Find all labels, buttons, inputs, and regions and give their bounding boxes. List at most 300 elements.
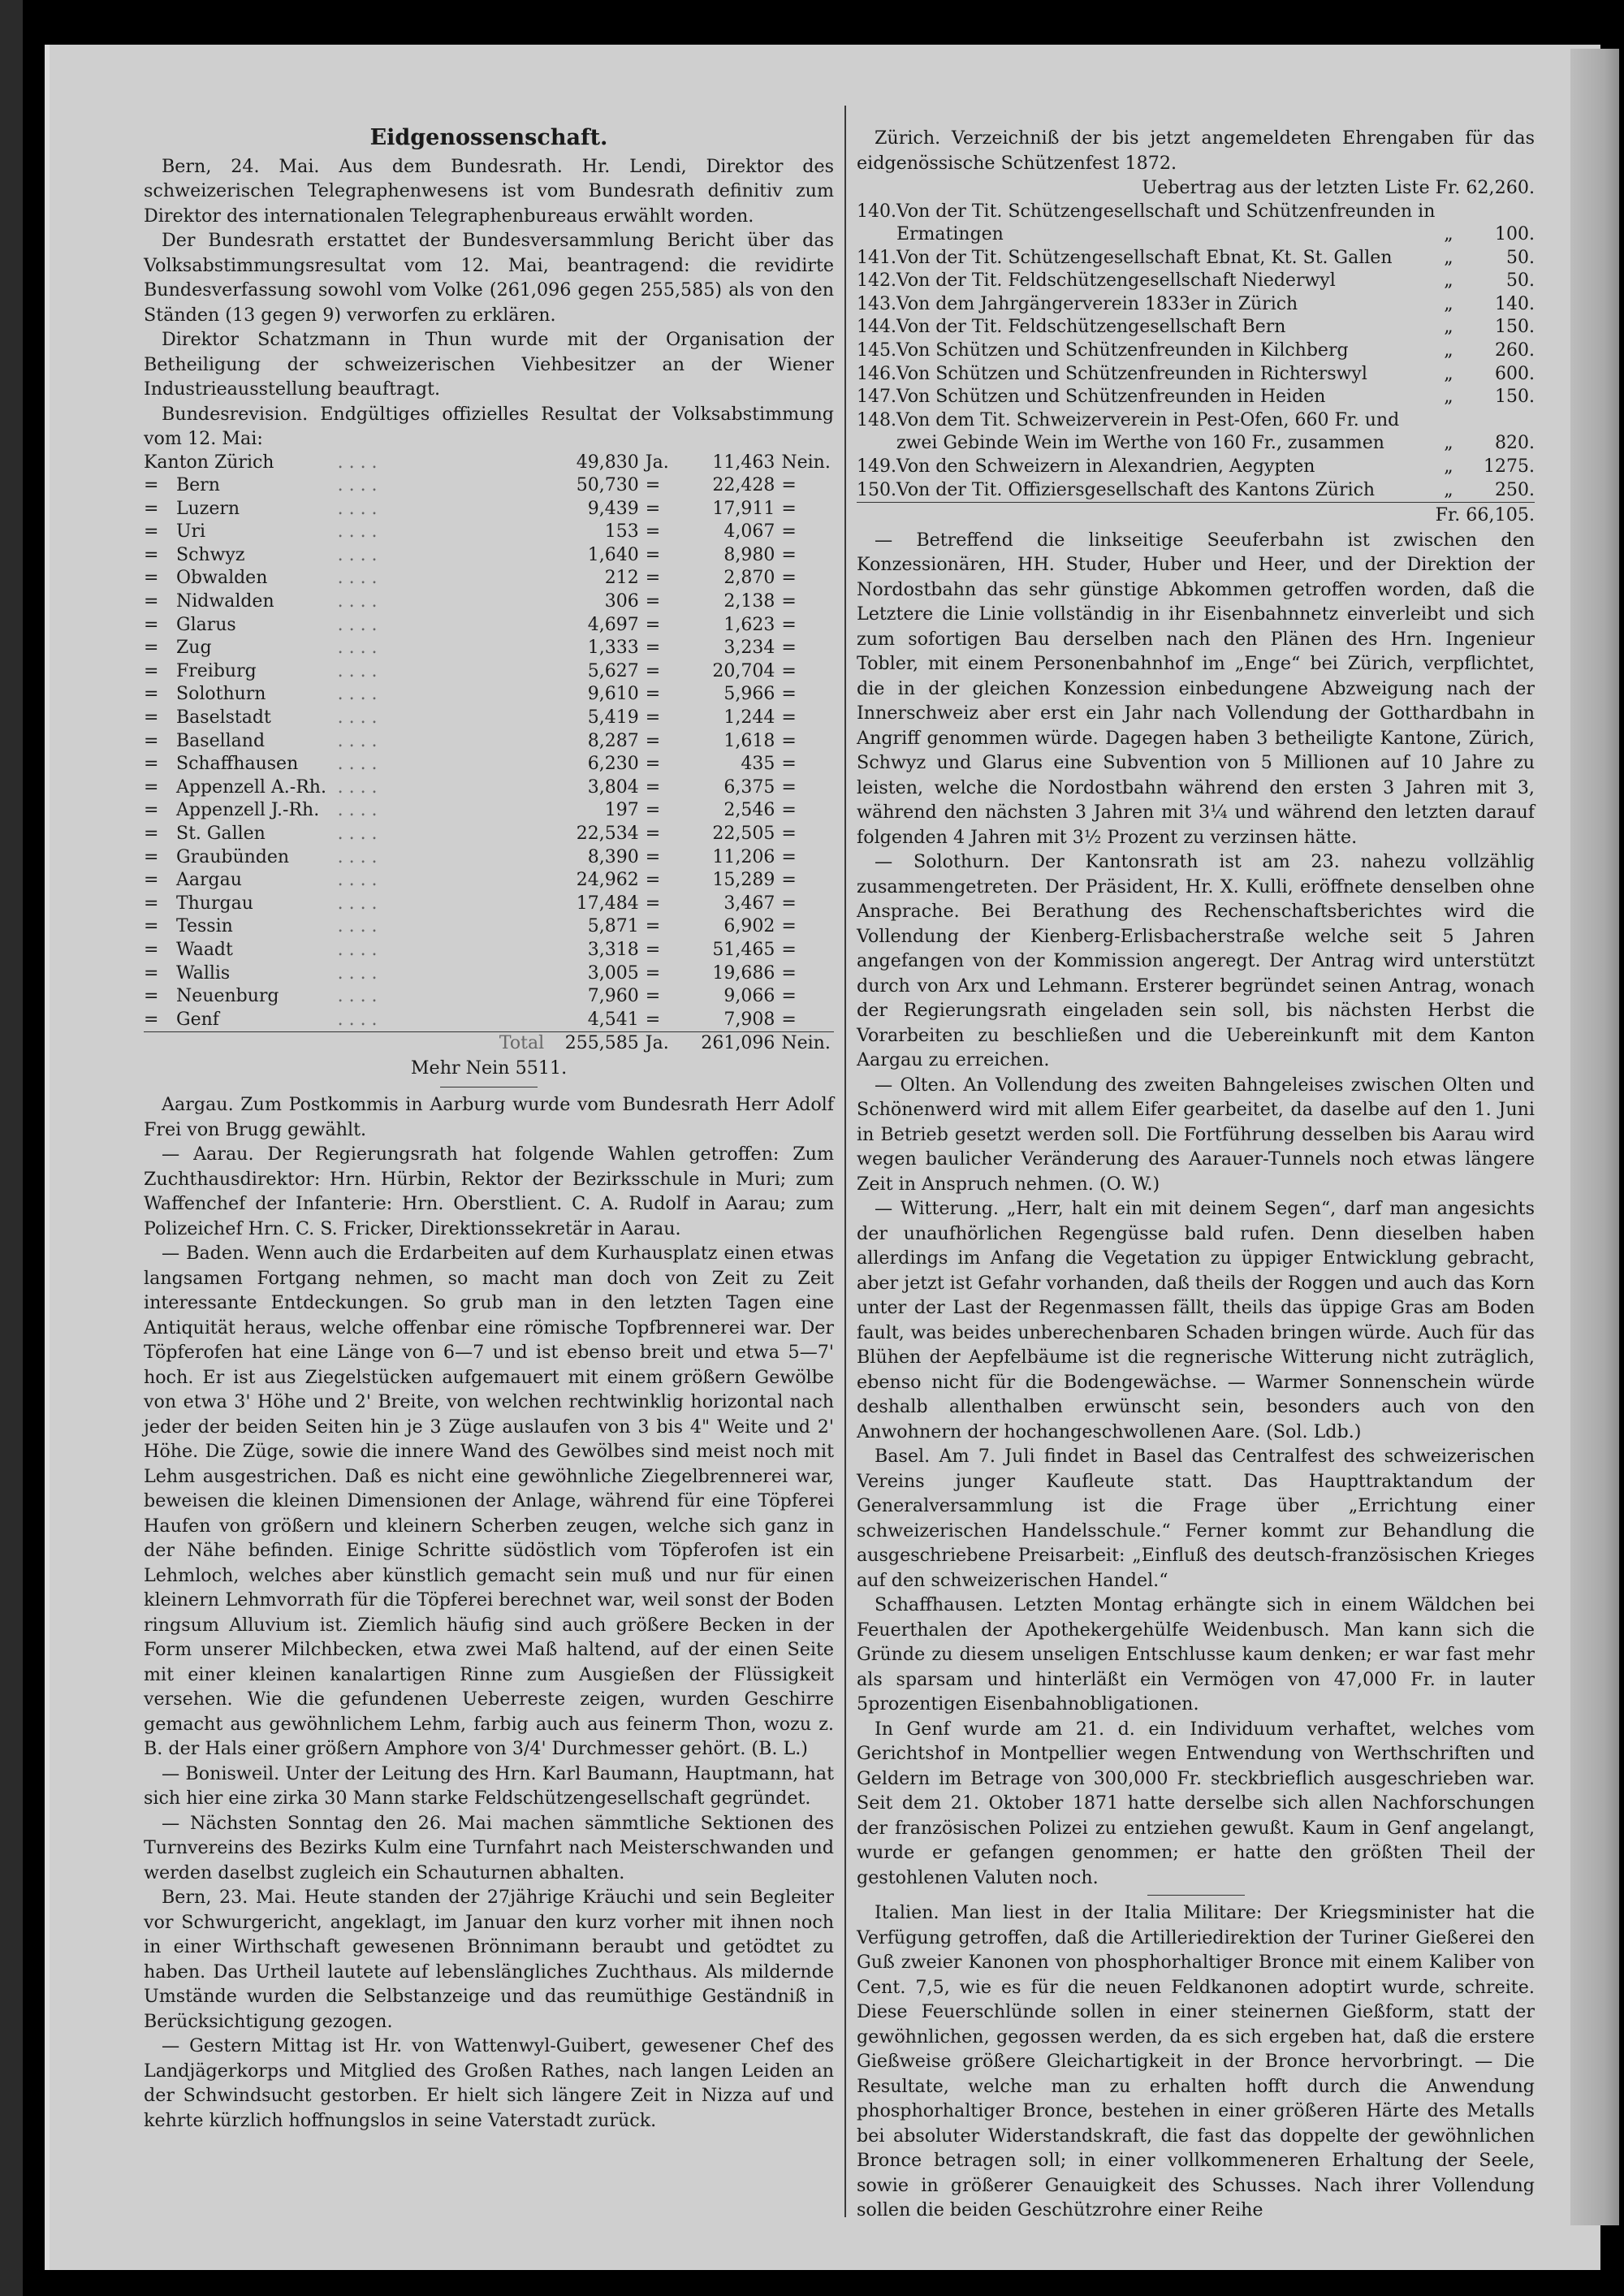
ja-value: 17,484 <box>576 893 639 914</box>
unit-label: = <box>645 614 661 635</box>
article-seeuferbahn: — Betreffend die linkseitige Seeuferbahn ist zwischen den Konzessionären, HH. Studer, Huber und Heer, und der Direktion der Nordostbahn das sehr günstige Abkommen getroffen worden, daß die Letztere die Linie vollständig in ihr Eisenbahnnetz einverleibt und sich zum sofortigen Bau derselben nach den Plänen des Hrn. Ingenieur Tobler, mit einem Personenbahnhof im „Enge“ bei Zürich, verpflichtet, die in der gleichen Konzession einbedungene Abzweigung nach der Innerschweiz aber erst ein Jahr nach Vollendung der Gotthardbahn in Angriff genommen würde. Dagegen haben 3 betheiligte Kantone, Zürich, Schwyz und Glarus eine Subvention von 5 Millionen auf 10 Jahre zu leisten, welche die Nordostbahn während den ersten 3 Jahren mit 3, während den nächsten 3 Jahren mit 3¼ und während den letzten darauf folgenden 4 Jahren mit 3½ Prozent zu verzinsen hätte. <box>857 529 1535 848</box>
ditto-mark: „ <box>1444 479 1453 500</box>
gift-text: Von den Schweizern in Alexandrien, Aegypten <box>896 456 1315 478</box>
canton-label: Tessin <box>176 916 233 937</box>
article-bern-bundesrath: Bern, 24. Mai. Aus dem Bundesrath. Hr. Lendi, Direktor des schweizerischen Telegraphenwesens ist vom Bundesrath definitiv zum Direktor des internationalen Telegraphenbureaus erwählt worden. <box>144 155 834 227</box>
ditto-mark: = <box>144 638 159 659</box>
article-schaffhausen: Schaffhausen. Letzten Montag erhängte sich in einem Wäldchen bei Feuerthalen der Apothekergehülfe Weidenbusch. Man kann sich die Gründe zu diesem unseligen Entschlusse kaum denken; er war fast mehr als sparsam und hinterläßt ein Vermögen von 47,000 Fr. in lauter 5prozentigen Eisenbahnobligationen. <box>857 1594 1535 1715</box>
canton-label: Nidwalden <box>176 591 274 612</box>
leader-dots: . . . . <box>337 707 378 729</box>
vote-row <box>144 683 834 707</box>
canton-name <box>144 799 338 823</box>
vote-row <box>144 474 834 498</box>
unit-label: = <box>645 776 661 798</box>
gift-row <box>857 363 1535 387</box>
divider <box>1147 1895 1245 1896</box>
unit-label: = <box>645 591 661 612</box>
unit-label: = <box>781 776 797 798</box>
vote-results-table <box>144 452 834 1056</box>
canton-name <box>144 498 338 521</box>
article-aargau: Aargau. Zum Postkommis in Aarburg wurde vom Bundesrath Herr Adolf Frei von Brugg gewählt. <box>144 1094 834 1140</box>
unit-label: = <box>781 800 797 821</box>
canton-label: Appenzell J.-Rh. <box>176 800 320 821</box>
canton-label: Aargau <box>176 870 242 891</box>
canton-name <box>144 776 338 800</box>
leader-dots: . . . . <box>337 916 378 937</box>
gift-amount: 820. <box>1495 433 1535 454</box>
article-olten: — Olten. An Vollendung des zweiten Bahngeleises zwischen Olten und Schönenwerd wird mit allem Eifer gearbeitet, da daselbe auf den 1. Juni in Betrieb gesetzt werden soll. Die Fortführung desselben bis Aarau wird wegen baulicher Veränderung des Aarauer-Tunnels noch etwas längere Zeit in Anspruch nehmen. (O. W.) <box>857 1074 1535 1195</box>
gift-row <box>857 339 1535 363</box>
vote-row <box>144 614 834 638</box>
nein-value: 19,686 <box>712 962 775 984</box>
ja-value: 6,230 <box>587 754 639 775</box>
leader-dots: . . . . <box>337 1009 378 1030</box>
ditto-mark: = <box>144 660 159 681</box>
vote-row <box>144 660 834 684</box>
nein-value: 5,966 <box>723 684 775 705</box>
ditto-mark: = <box>144 939 159 960</box>
unit-label: = <box>781 498 797 519</box>
gift-number: 146. <box>857 363 896 384</box>
leader-dots: . . . . <box>337 939 378 960</box>
gift-text: Von der Tit. Feldschützengesellschaft Bern <box>896 317 1286 338</box>
ja-value: 4,697 <box>587 614 639 635</box>
ja-value: 306 <box>604 591 639 612</box>
ditto-mark: = <box>144 475 159 496</box>
leader-dots: . . . . <box>337 776 378 798</box>
gift-row <box>857 201 1535 247</box>
nein-value: 22,428 <box>712 475 775 496</box>
unit-label: = <box>645 824 661 844</box>
leader-dots: . . . . <box>337 638 378 659</box>
canton-name <box>144 730 338 754</box>
leader-dots: . . . . <box>337 800 378 821</box>
canton-label: Zug <box>176 638 212 659</box>
ja-value: 8,390 <box>587 846 639 867</box>
ditto-mark: „ <box>1444 224 1453 245</box>
unit-label: = <box>645 475 661 496</box>
ditto-mark: = <box>144 824 159 844</box>
ditto-mark: = <box>144 730 159 751</box>
scan-edge-left <box>0 0 23 2296</box>
leader-dots: . . . . <box>337 452 378 473</box>
nein-value: 3,467 <box>723 893 775 914</box>
column-rule <box>844 106 846 2217</box>
left-column <box>144 77 834 2133</box>
canton-name <box>144 962 338 986</box>
canton-label: Wallis <box>176 962 231 984</box>
canton-name: Kanton Zürich <box>144 452 274 473</box>
gift-text: Von Schützen und Schützenfreunden in Kilchberg <box>896 340 1349 361</box>
unit-label: = <box>781 707 797 729</box>
total-nein: 261,096 <box>680 1032 775 1056</box>
leader-dots: . . . . <box>337 684 378 705</box>
nein-value: 1,244 <box>723 707 775 729</box>
section-heading: Eidgenossenschaft. <box>369 125 608 150</box>
unit-label: = <box>645 568 661 589</box>
vote-row <box>144 962 834 986</box>
leader-dots: . . . . <box>337 846 378 867</box>
unit-label: = <box>645 660 661 681</box>
canton-label: Glarus <box>176 614 236 635</box>
gift-amount: 250. <box>1495 479 1535 500</box>
canton-label: Uri <box>176 521 206 543</box>
leader-dots: . . . . <box>337 614 378 635</box>
ja-value: 9,439 <box>587 498 639 519</box>
ditto-mark: „ <box>1444 363 1453 384</box>
ditto-mark: = <box>144 754 159 775</box>
unit-label: = <box>781 754 797 775</box>
mehr-nein: Mehr Nein 5511. <box>410 1057 568 1079</box>
unit-label: = <box>781 568 797 589</box>
article-turnfahrt: — Nächsten Sonntag den 26. Mai machen sämmtliche Sektionen des Turnvereins des Bezirks Kulm eine Turnfahrt nach Meisterschwanden und werden daselbst zugleich ein Schauturnen abhalten. <box>144 1812 834 1883</box>
leader-dots: . . . . <box>337 893 378 914</box>
ja-value: 3,318 <box>587 939 639 960</box>
ja-value: 49,830 <box>576 452 639 473</box>
gift-amount: 1275. <box>1484 456 1535 478</box>
canton-name <box>144 521 338 544</box>
nein-value: 17,911 <box>712 498 775 519</box>
gift-number: 150. <box>857 479 896 500</box>
ja-value: 153 <box>604 521 639 543</box>
ditto-mark: „ <box>1444 340 1453 361</box>
gift-number: 141. <box>857 247 896 268</box>
ja-value: 7,960 <box>587 986 639 1007</box>
nein-value: 11,206 <box>712 846 775 867</box>
vote-row <box>144 915 834 939</box>
canton-name <box>144 590 338 614</box>
unit-label: = <box>781 846 797 867</box>
nein-value: 6,902 <box>723 916 775 937</box>
unit-label: Ja. <box>645 452 669 473</box>
gift-text: Von der Tit. Schützengesellschaft und Schützenfreunden in Ermatingen <box>896 201 1436 245</box>
ja-value: 197 <box>604 800 639 821</box>
unit-label: = <box>781 544 797 565</box>
nein-value: 20,704 <box>712 660 775 681</box>
gift-number: 143. <box>857 293 896 314</box>
leader-dots: . . . . <box>337 475 378 496</box>
canton-name <box>144 567 338 590</box>
unit-label: = <box>645 846 661 867</box>
article-volksabstimmung: Der Bundesrath erstattet der Bundesversammlung Bericht über das Volksabstimmungsresultat vom 12. Mai, beantragend: die revidirte Bundesverfassung sowohl vom Volke (261,096 gegen 255,585) als von den Ständen (13 gegen 9) verworfen zu erklären. <box>144 230 834 326</box>
unit-label: = <box>781 962 797 984</box>
leader-dots: . . . . <box>337 730 378 751</box>
article-aarau-wahlen: — Aarau. Der Regierungsrath hat folgende Wahlen getroffen: Zum Zuchthausdirektor: Hrn. Hürbin, Rektor der Bezirksschule in Muri; zum Waffenchef der Infanterie: Hrn. Oberstlient. C. A. Rudolf in Aarau; zum Polizeichef Hrn. C. S. Fricker, Direktionssekretär in Aarau. <box>144 1144 834 1239</box>
vote-row <box>144 1009 834 1032</box>
vote-row <box>144 823 834 846</box>
article-solothurn: — Solothurn. Der Kantonsrath ist am 23. nahezu vollzählig zusammengetreten. Der Präsident, Hr. X. Kulli, eröffnete denselben ohne Ansprache. Bei Berathung des Rechenschaftsberichtes wird die Vollendung der Kienberg-Erlisbacherstraße welche seit 5 Jahren angefangen von der Kommission angeregt. Der Antrag wird unterstützt durch von Arx und Lehmann. Ersterer begründet seinen Antrag, wonach der Regierungsrath eingeladen sein soll, bis nächsten Herbst die Vorarbeiten zu beschließen und die Uebereinkunft mit dem Kanton Aargau zu erreichen. <box>857 851 1535 1071</box>
right-column <box>857 77 1535 2223</box>
gift-text: Von dem Tit. Schweizerverein in Pest-Ofen, 660 Fr. und zwei Gebinde Wein im Werthe von 160 Fr., zusammen <box>896 409 1400 454</box>
unit-label: = <box>781 684 797 705</box>
gift-number: 145. <box>857 340 896 361</box>
canton-label: Obwalden <box>176 568 268 589</box>
canton-label: Baselstadt <box>176 707 271 729</box>
gift-amount: 260. <box>1495 340 1535 361</box>
unit-label: = <box>781 1009 797 1030</box>
gift-row <box>857 386 1535 409</box>
vote-row <box>144 730 834 754</box>
ditto-mark: „ <box>1444 317 1453 338</box>
ditto-mark: „ <box>1444 293 1453 314</box>
ditto-mark: = <box>144 893 159 914</box>
nein-value: 22,505 <box>712 824 775 844</box>
unit-label: = <box>645 521 661 543</box>
unit-label: = <box>645 986 661 1007</box>
ja-value: 22,534 <box>576 824 639 844</box>
ditto-mark: = <box>144 568 159 589</box>
unit-label: Nein. <box>781 452 831 473</box>
article-genf: In Genf wurde am 21. d. ein Individuum verhaftet, welches vom Gerichtshof in Montpellier wegen Entwendung von Werthschriften und Geldern im Betrage von 300,000 Fr. steckbrieflich ausgeschrieben war. Seit dem 21. Oktober 1871 hatte derselbe sich allen Nachforschungen der französischen Polizei zu entziehen gewußt. Kaum in Genf angelangt, wurde er gefangen genommen; er hatte den größten Theil der gestohlenen Valuten noch. <box>857 1718 1535 1888</box>
ditto-mark: „ <box>1444 433 1453 454</box>
unit-label: = <box>781 730 797 751</box>
total-ja: 255,585 <box>544 1032 639 1056</box>
ja-value: 3,005 <box>587 962 639 984</box>
gift-text: Von der Tit. Schützengesellschaft Ebnat, Kt. St. Gallen <box>896 247 1393 268</box>
article-baden: — Baden. Wenn auch die Erdarbeiten auf dem Kurhausplatz einen etwas langsamen Fortgang nehmen, so macht man doch von Zeit zu Zeit interessante Entdeckungen. So grub man in den letzten Tagen eine Antiquität heraus, welche offenbar eine römische Topfbrennerei war. Der Töpferofen hat eine Länge von 6—7 und ist ebenso breit und etwa 5—7' hoch. Er ist aus Ziegelstücken aufgemauert mit einem größern Gewölbe von etwa 3' Höhe und 2' Breite, von welchen rechtwinklig horizontal nach jeder der beiden Seiten hin je 3 Züge auslaufen von 3 bis 4" Weite und 2' Höhe. Die Züge, sowie die innere Wand des Gewölbes sind meist noch mit Lehm ausgestrichen. Daß es nicht eine gewöhnliche Ziegelbrennerei war, beweisen die kleinen Dimensionen der Anlage, während für eine Töpferei Haufen von größern und kleinern Scherben zeugen, welche sich ganz in der Nähe befinden. Einige Schritte südöstlich vom Töpferofen ist ein Lehmloch, welches aber künstlich gemacht sein muß und nur für einen kleinern Lehmvorrath für die Töpferei berechnet war, weil sonst der Boden ringsum Alluvium ist. Ziemlich häufig sind auch größere Becken in der Form unserer Milchbecken, etwa zwei Maß haltend, auf der einen Seite mit einer kleinen kanalartigen Rinne zum Ausgießen der Flüssigkeit versehen. Wie die gefundenen Ueberreste zeigen, wurden Geschirre gemacht aus gewöhnlichem Lehm, farbig auch aus feinerm Thon, wozu z. B. der Hals einer größern Amphore von 3/4' Durchmesser gehört. (B. L.) <box>144 1243 834 1760</box>
gift-number: 140. <box>857 201 896 222</box>
canton-name <box>144 660 338 684</box>
gift-amount: 50. <box>1506 270 1535 292</box>
vote-row <box>144 567 834 590</box>
ditto-mark: „ <box>1444 247 1453 268</box>
unit-label: = <box>645 684 661 705</box>
ja-value: 8,287 <box>587 730 639 751</box>
ja-value: 3,804 <box>587 776 639 798</box>
ja-value: 1,640 <box>587 544 639 565</box>
vote-total-row: Total 255,585 Ja. 261,096 Nein. <box>144 1032 834 1056</box>
gift-row <box>857 270 1535 293</box>
nein-value: 11,463 <box>712 452 775 473</box>
ditto-mark: = <box>144 776 159 798</box>
unit-label: = <box>781 986 797 1007</box>
ja-value: 5,419 <box>587 707 639 729</box>
gift-text: Von der Tit. Offiziersgesellschaft des Kantons Zürich <box>896 479 1376 500</box>
canton-label: Luzern <box>176 498 240 519</box>
nein-value: 9,066 <box>723 986 775 1007</box>
canton-name <box>144 753 338 776</box>
gift-row <box>857 456 1535 479</box>
leader-dots: . . . . <box>337 521 378 543</box>
leader-dots: . . . . <box>337 660 378 681</box>
unit-label: = <box>781 939 797 960</box>
canton-label: Schaffhausen <box>176 754 299 775</box>
ja-value: 5,871 <box>587 916 639 937</box>
book-binding <box>1570 49 1619 2225</box>
canton-name <box>144 846 338 870</box>
gift-text: Von Schützen und Schützenfreunden in Heiden <box>896 387 1326 408</box>
unit-label: = <box>645 707 661 729</box>
total-label: Total <box>338 1032 545 1056</box>
article-italien: Italien. Man liest in der Italia Militare: Der Kriegsminister hat die Verfügung getroffen, daß die Artilleriedirektion der Turiner Gießerei den Guß zweier Kanonen von phosphorhaltiger Bronce mit einem Kaliber von Cent. 7,5, wie es für die neuen Feldkanonen adoptirt wurde, schreite. Diese Feuerschlünde sollen in einer steinernen Gießform, statt der gewöhnlichen, gegossen werden, da es sich ergeben hat, daß die erstere Gießweise größere Gleichartigkeit in der Bronce hervorbringt. — Die Resultate, welche man zu erhalten hofft durch die Anwendung phosphorhaltiger Bronce, bestehen in einer größeren Härte des Metalls bei absoluter Widerstandskraft, die fast das doppelte der gewöhnlichen Bronce betragen soll; in einer vollkommeneren Erhaltung der Seele, sowie in größerer Genauigkeit des Schusses. Nach ihrer Vollendung sollen die beiden Geschützrohre einer Reihe <box>857 1902 1535 2221</box>
article-witterung: — Witterung. „Herr, halt ein mit deinem Segen“, darf man angesichts der unaufhörlichen Regengüsse bald rufen. Denn dieselben haben allerdings im Anfang die Vegetation zu üppiger Entwicklung gebracht, aber jetzt ist Gefahr vorhanden, daß theils der Roggen und auch das Korn unter der Last der Regenmassen fällt, theils das üppige Gras am Boden fault, was beides unberechenbaren Schaden bringen würde. Auch für das Blühen der Aepfelbäume ist die regnerische Witterung nicht zuträglich, ebenso nicht für die Bodengewächse. — Warmer Sonnenschein würde deshalb allenthalben erwünscht sein, besonders auch von den Anwohnern der hochangeschwollenen Aare. (Sol. Ldb.) <box>857 1198 1535 1442</box>
vote-row <box>144 637 834 660</box>
gift-amount: 150. <box>1495 317 1535 338</box>
nein-value: 435 <box>741 754 775 775</box>
canton-name <box>144 893 338 916</box>
unit-label: = <box>645 939 661 960</box>
unit-label: = <box>645 754 661 775</box>
vote-row <box>144 893 834 916</box>
nein-value: 4,067 <box>723 521 775 543</box>
nein-value: 2,138 <box>723 591 775 612</box>
ja-value: 212 <box>604 568 639 589</box>
leader-dots: . . . . <box>337 591 378 612</box>
gift-text: Von Schützen und Schützenfreunden in Richterswyl <box>896 363 1367 384</box>
unit-label: = <box>645 893 661 914</box>
article-schatzmann: Direktor Schatzmann in Thun wurde mit der Organisation der Betheiligung der schweizerischen Viehbesitzer an der Wiener Industrieausstellung beauftragt. <box>144 329 834 400</box>
article-bonisweil: — Bonisweil. Unter der Leitung des Hrn. Karl Baumann, Hauptmann, hat sich hier eine zirka 30 Mann starke Feldschützengesellschaft gegründet. <box>144 1762 834 1810</box>
vote-row <box>144 776 834 800</box>
unit-label: = <box>645 730 661 751</box>
unit-label: = <box>781 824 797 844</box>
vote-row <box>144 939 834 962</box>
ditto-mark: „ <box>1444 270 1453 292</box>
nein-value: 1,618 <box>723 730 775 751</box>
canton-label: Graubünden <box>176 846 290 867</box>
leader-dots: . . . . <box>337 544 378 565</box>
gift-text: Von der Tit. Feldschützengesellschaft Niederwyl <box>896 270 1336 292</box>
ditto-mark: = <box>144 591 159 612</box>
gift-row <box>857 316 1535 339</box>
canton-name <box>144 869 338 893</box>
nein-value: 51,465 <box>712 939 775 960</box>
canton-name <box>144 474 338 498</box>
leader-dots: . . . . <box>337 568 378 589</box>
canton-name <box>144 985 338 1009</box>
ditto-mark: = <box>144 707 159 729</box>
canton-label: Neuenburg <box>176 986 279 1007</box>
uebertrag-line: Uebertrag aus der letzten Liste Fr. 62,260. <box>1142 177 1535 198</box>
canton-label: Appenzell A.-Rh. <box>176 776 326 798</box>
canton-name <box>144 544 338 568</box>
unit-label: = <box>781 660 797 681</box>
gift-row <box>857 409 1535 456</box>
leader-dots: . . . . <box>337 962 378 984</box>
nein-value: 6,375 <box>723 776 775 798</box>
unit-label: = <box>781 916 797 937</box>
gifts-sum: Fr. 66,105. <box>857 502 1535 528</box>
unit-label: = <box>645 498 661 519</box>
ja-value: 9,610 <box>587 684 639 705</box>
ditto-mark: = <box>144 800 159 821</box>
canton-name <box>144 823 338 846</box>
gift-amount: 600. <box>1495 363 1535 384</box>
unit-label: = <box>645 638 661 659</box>
leader-dots: . . . . <box>337 986 378 1007</box>
ditto-mark: = <box>144 986 159 1007</box>
gift-number: 142. <box>857 270 896 292</box>
canton-label: Thurgau <box>176 893 253 914</box>
nein-value: 3,234 <box>723 638 775 659</box>
article-wattenwyl: — Gestern Mittag ist Hr. von Wattenwyl-Guibert, gewesener Chef des Landjägerkorps und Mitglied des Großen Rathes, nach langen Leiden an der Schwindsucht gestorben. Er hielt sich längere Zeit in Nizza auf und kehrte kürzlich hoffnungslos in seine Vaterstadt zurück. <box>144 2035 834 2131</box>
nein-value: 2,870 <box>723 568 775 589</box>
article-basel: Basel. Am 7. Juli findet in Basel das Centralfest des schweizerischen Vereins junger Kaufleute statt. Das Haupttraktandum der Generalversammlung ist die Frage über „Errichtung einer schweizerischen Handelsschule.“ Ferner kommt zur Behandlung die ausgeschriebene Preisarbeit: „Einfluß des deutsch-französischen Krieges auf den schweizerischen Handel.“ <box>857 1446 1535 1591</box>
unit-label: = <box>781 893 797 914</box>
canton-label: St. Gallen <box>176 824 266 844</box>
vote-row <box>144 753 834 776</box>
gift-number: 147. <box>857 387 896 408</box>
unit-label: = <box>645 870 661 891</box>
canton-label: Schwyz <box>176 544 245 565</box>
unit-label: = <box>781 614 797 635</box>
vote-row <box>144 799 834 823</box>
ditto-mark: = <box>144 870 159 891</box>
unit-label: = <box>645 916 661 937</box>
ditto-mark: = <box>144 498 159 519</box>
unit-label: = <box>781 521 797 543</box>
leader-dots: . . . . <box>337 824 378 844</box>
canton-label: Solothurn <box>176 684 266 705</box>
unit-label: = <box>781 475 797 496</box>
gift-row <box>857 247 1535 270</box>
nein-value: 15,289 <box>712 870 775 891</box>
article-bern-schwurgericht: Bern, 23. Mai. Heute standen der 27jährige Kräuchi und sein Begleiter vor Schwurgericht, angeklagt, im Januar den kurz vorher mit ihnen noch in einer Wirthschaft gewesenen Brönnimann beraubt und getödtet zu haben. Das Urtheil lautete auf lebenslängliches Zuchthaus. Als mildernde Umstände wurden die Selbstanzeige und das reumüthige Geständniß in Berücksichtigung gezogen. <box>144 1887 834 2032</box>
canton-name <box>144 1009 338 1032</box>
canton-label: Genf <box>176 1009 219 1030</box>
ja-value: 5,627 <box>587 660 639 681</box>
canton-label: Freiburg <box>176 660 257 681</box>
gift-amount: 50. <box>1506 247 1535 268</box>
nein-value: 2,546 <box>723 800 775 821</box>
ditto-mark: = <box>144 1009 159 1030</box>
canton-name <box>144 614 338 638</box>
ja-value: 4,541 <box>587 1009 639 1030</box>
gifts-table <box>857 201 1535 503</box>
unit-label: = <box>645 544 661 565</box>
nein-value: 1,623 <box>723 614 775 635</box>
gift-number: 144. <box>857 317 896 338</box>
ditto-mark: = <box>144 544 159 565</box>
gift-row <box>857 479 1535 503</box>
vote-row <box>144 452 834 475</box>
unit-label: = <box>645 1009 661 1030</box>
canton-name <box>144 637 338 660</box>
leader-dots: . . . . <box>337 498 378 519</box>
unit-label: = <box>781 638 797 659</box>
gift-row <box>857 293 1535 317</box>
vote-row <box>144 985 834 1009</box>
gift-amount: 100. <box>1495 224 1535 245</box>
vote-row <box>144 544 834 568</box>
canton-name <box>144 683 338 707</box>
ditto-mark: = <box>144 962 159 984</box>
gift-text: Von dem Jahrgängerverein 1833er in Zürich <box>896 293 1298 314</box>
leader-dots: . . . . <box>337 754 378 775</box>
canton-name <box>144 707 338 730</box>
gift-number: 148. <box>857 409 896 430</box>
ditto-mark: = <box>144 521 159 543</box>
gift-amount: 150. <box>1495 387 1535 408</box>
vote-row <box>144 846 834 870</box>
ja-value: 24,962 <box>576 870 639 891</box>
gift-amount: 140. <box>1495 293 1535 314</box>
article-ehrengaben-intro: Zürich. Verzeichniß der bis jetzt angemeldeten Ehrengaben für das eidgenössische Schützenfest 1872. <box>857 128 1535 174</box>
canton-label: Waadt <box>176 939 233 960</box>
ja-value: 1,333 <box>587 638 639 659</box>
vote-row <box>144 707 834 730</box>
vote-row <box>144 498 834 521</box>
gift-number: 149. <box>857 456 896 478</box>
ja-value: 50,730 <box>576 475 639 496</box>
unit-label: = <box>781 591 797 612</box>
canton-name <box>144 915 338 939</box>
ditto-mark: = <box>144 684 159 705</box>
ditto-mark: = <box>144 916 159 937</box>
vote-row <box>144 869 834 893</box>
unit-label: = <box>781 870 797 891</box>
unit-label: = <box>645 800 661 821</box>
